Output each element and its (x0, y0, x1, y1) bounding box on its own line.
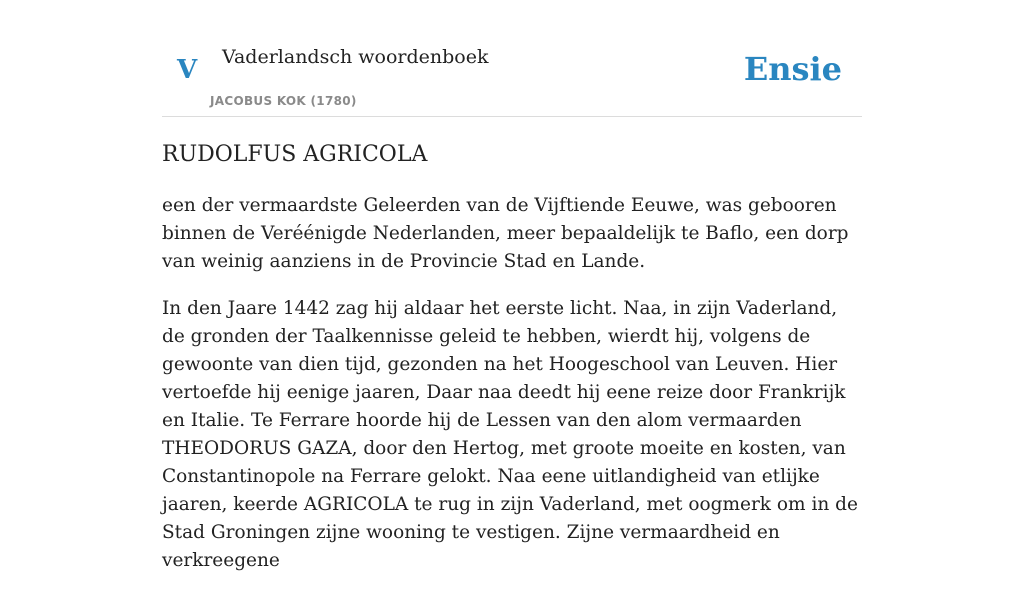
page-container (162, 0, 862, 571)
book-author: JACOBUS KOK (1780) (210, 94, 357, 108)
entry-paragraph-1: een der vermaardste Geleerden van de Vijftiende Eeuwe, was gebooren binnen de Veréénigde Nederlanden, meer bepaaldelijk te Baflo, een dorp van weinig aanziens in de Provincie Stad en Lande. (162, 195, 849, 272)
book-logo-letter[interactable]: V (177, 55, 198, 85)
page-header (162, 0, 862, 117)
entry-body (162, 192, 862, 594)
brand-logo-link[interactable]: Ensie (743, 50, 842, 88)
entry-paragraph-2: In den Jaare 1442 zag hij aldaar het eerste licht. Naa, in zijn Vaderland, de gronden der Taalkennisse geleid te hebben, wierdt hij, volgens de gewoonte van dien tijd, gezonden na het Hoogeschool van Leuven. Hier vertoefde hij eenige jaaren, Daar naa deedt hij eene reize door Frankrijk en Italie. Te Ferrare hoorde hij de Lessen van den alom vermaarden THEODORUS GAZA, door den Hertog, met groote moeite en kosten, van Constantinopole na Ferrare gelokt. Naa eene uitlandigheid van etlijke jaaren, keerde AGRICOLA te rug in zijn Vaderland, met oogmerk om in de Stad Groningen zijne wooning te vestigen. Zijne vermaardheid en verkreegene (162, 298, 858, 571)
entry-title: RUDOLFUS AGRICOLA (162, 142, 428, 167)
book-title[interactable]: Vaderlandsch woordenboek (222, 46, 489, 68)
